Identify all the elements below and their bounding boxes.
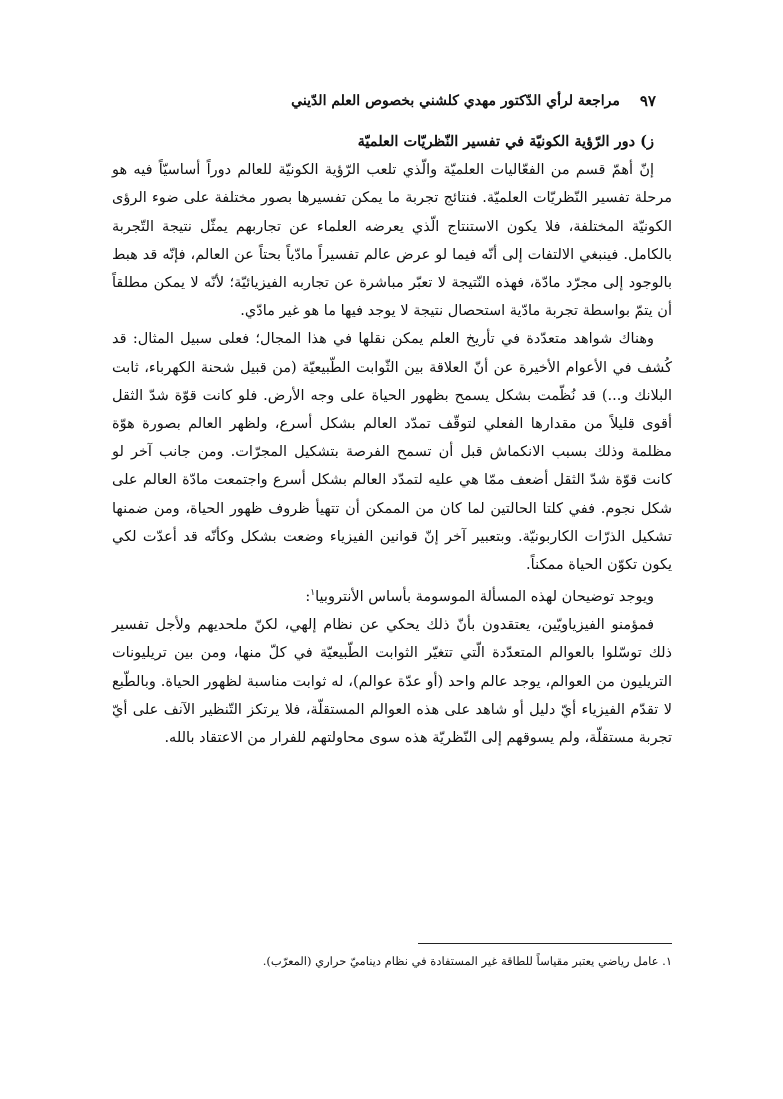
- footnote: ١. عامل رياضي يعتبر مقياساً للطاقة غير المستفادة في نظام ديناميّ حراري (المعرّب).: [262, 954, 672, 968]
- footnote-reference: ١: [310, 588, 316, 599]
- footnote-divider: [418, 943, 672, 944]
- section-heading: ز) دور الرّؤية الكونيّة في تفسير النّظريّات العلميّة: [357, 133, 654, 150]
- paragraph-3-text: ويوجد توضيحان لهذه المسألة الموسومة بأساس الأنتروبيا: [315, 589, 654, 606]
- running-header: [112, 88, 672, 114]
- paragraph-3-colon: :: [305, 589, 311, 606]
- paragraph-3: [112, 579, 672, 611]
- paragraph-2: وهناك شواهد متعدّدة في تأريخ العلم يمكن نقلها في هذا المجال؛ فعلى سبيل المثال: قد كُشف في الأعوام الأخيرة عن أنّ العلاقة بين الثّوابت الطّبيعيّة (من قبيل شحنة الكهرباء، ثابت البلانك و...) قد نُظّمت بشكل يسمح بظهور الحياة على وجه الأرض. فلو كانت قوّة شدّ الثقل أقوى قليلاً من مقدارها الفعلي لتوقّف تمدّد العالم بشكل أسرع، ولظهر العالم بصورة هوّة مظلمة وذلك بسبب الانكماش قبل أن تسمح الفرصة بتشكيل المجرّات. ومن جانب آخر لو كانت قوّة شدّ الثقل أضعف ممّا هي عليه لتمدّد العالم بشكل أسرع واجتمعت مادّة العالم على شكل نجوم. ففي كلتا الحالتين لما كان من الممكن أن تتهيأ ظروف ظهور الحياة، ومن ضمنها تشكيل الذرّات الكاربونيّة. وبتعبير آخر إنّ قوانين الفيزياء وضعت بشكل وكأنّه قد أعدّت لكي يكون تكوّن الحياة ممكناً.: [112, 331, 672, 574]
- main-text: [112, 128, 672, 752]
- page-number: ٩٧: [639, 92, 656, 110]
- header-title: مراجعة لرأي الدّكتور مهدي كلشني بخصوص العلم الدّيني: [291, 93, 620, 109]
- paragraph-1: إنّ أهمّ قسم من الفعّاليات العلميّة والّذي تلعب الرّؤية الكونيّة للعالم دوراً أساسيّاً فيه هو مرحلة تفسير النّظريّات العلميّة. فنتائج تجربة ما يمكن تفسيرها بصور مختلفة على ضوء الرؤى الكونيّة المختلفة، فلا يكون الاستنتاج الّذي يعرضه العلماء عن تجاربهم يمثّل نتيجة التّجربة بالكامل. فينبغي الالتفات إلى أنّه فيما لو عرض عالم تفسيراً مادّياً بحتاً عن العالم، فإنّه قد هبط بالوجود إلى مجرّد مادّة، فهذه النّتيجة لا تعبّر مباشرة عن تجاربه الفيزيائيّة؛ لأنّه لا يمكن مطلقاً أن يتمّ بواسطة تجربة مادّية استحصال نتيجة لا يوجد فيها ما هو غير مادّي.: [112, 162, 672, 320]
- paragraph-4: فمؤمنو الفيزياويّين، يعتقدون بأنّ ذلك يحكي عن نظام إلهي، لكنّ ملحديهم ولأجل تفسير ذلك توسّلوا بالعوالم المتعدّدة الّتي تتغيّر الثوابت الطّبيعيّة في كلّ منها، ومن بين تريليونات التريليون من العوالم، يوجد عالم واحد (أو عدّة عوالم)، له ثوابت مناسبة لظهور الحياة. وبالطّبع لا تقدّم الفيزياء أيّ دليل أو شاهد على هذه العوالم المستقلّة، فلا يرتكز التّنظير الآنف على أيّ تجربة مستقلّة، ولم يسوقهم إلى النّظريّة هذه سوى محاولتهم للفرار من الاعتقاد بالله.: [112, 617, 672, 747]
